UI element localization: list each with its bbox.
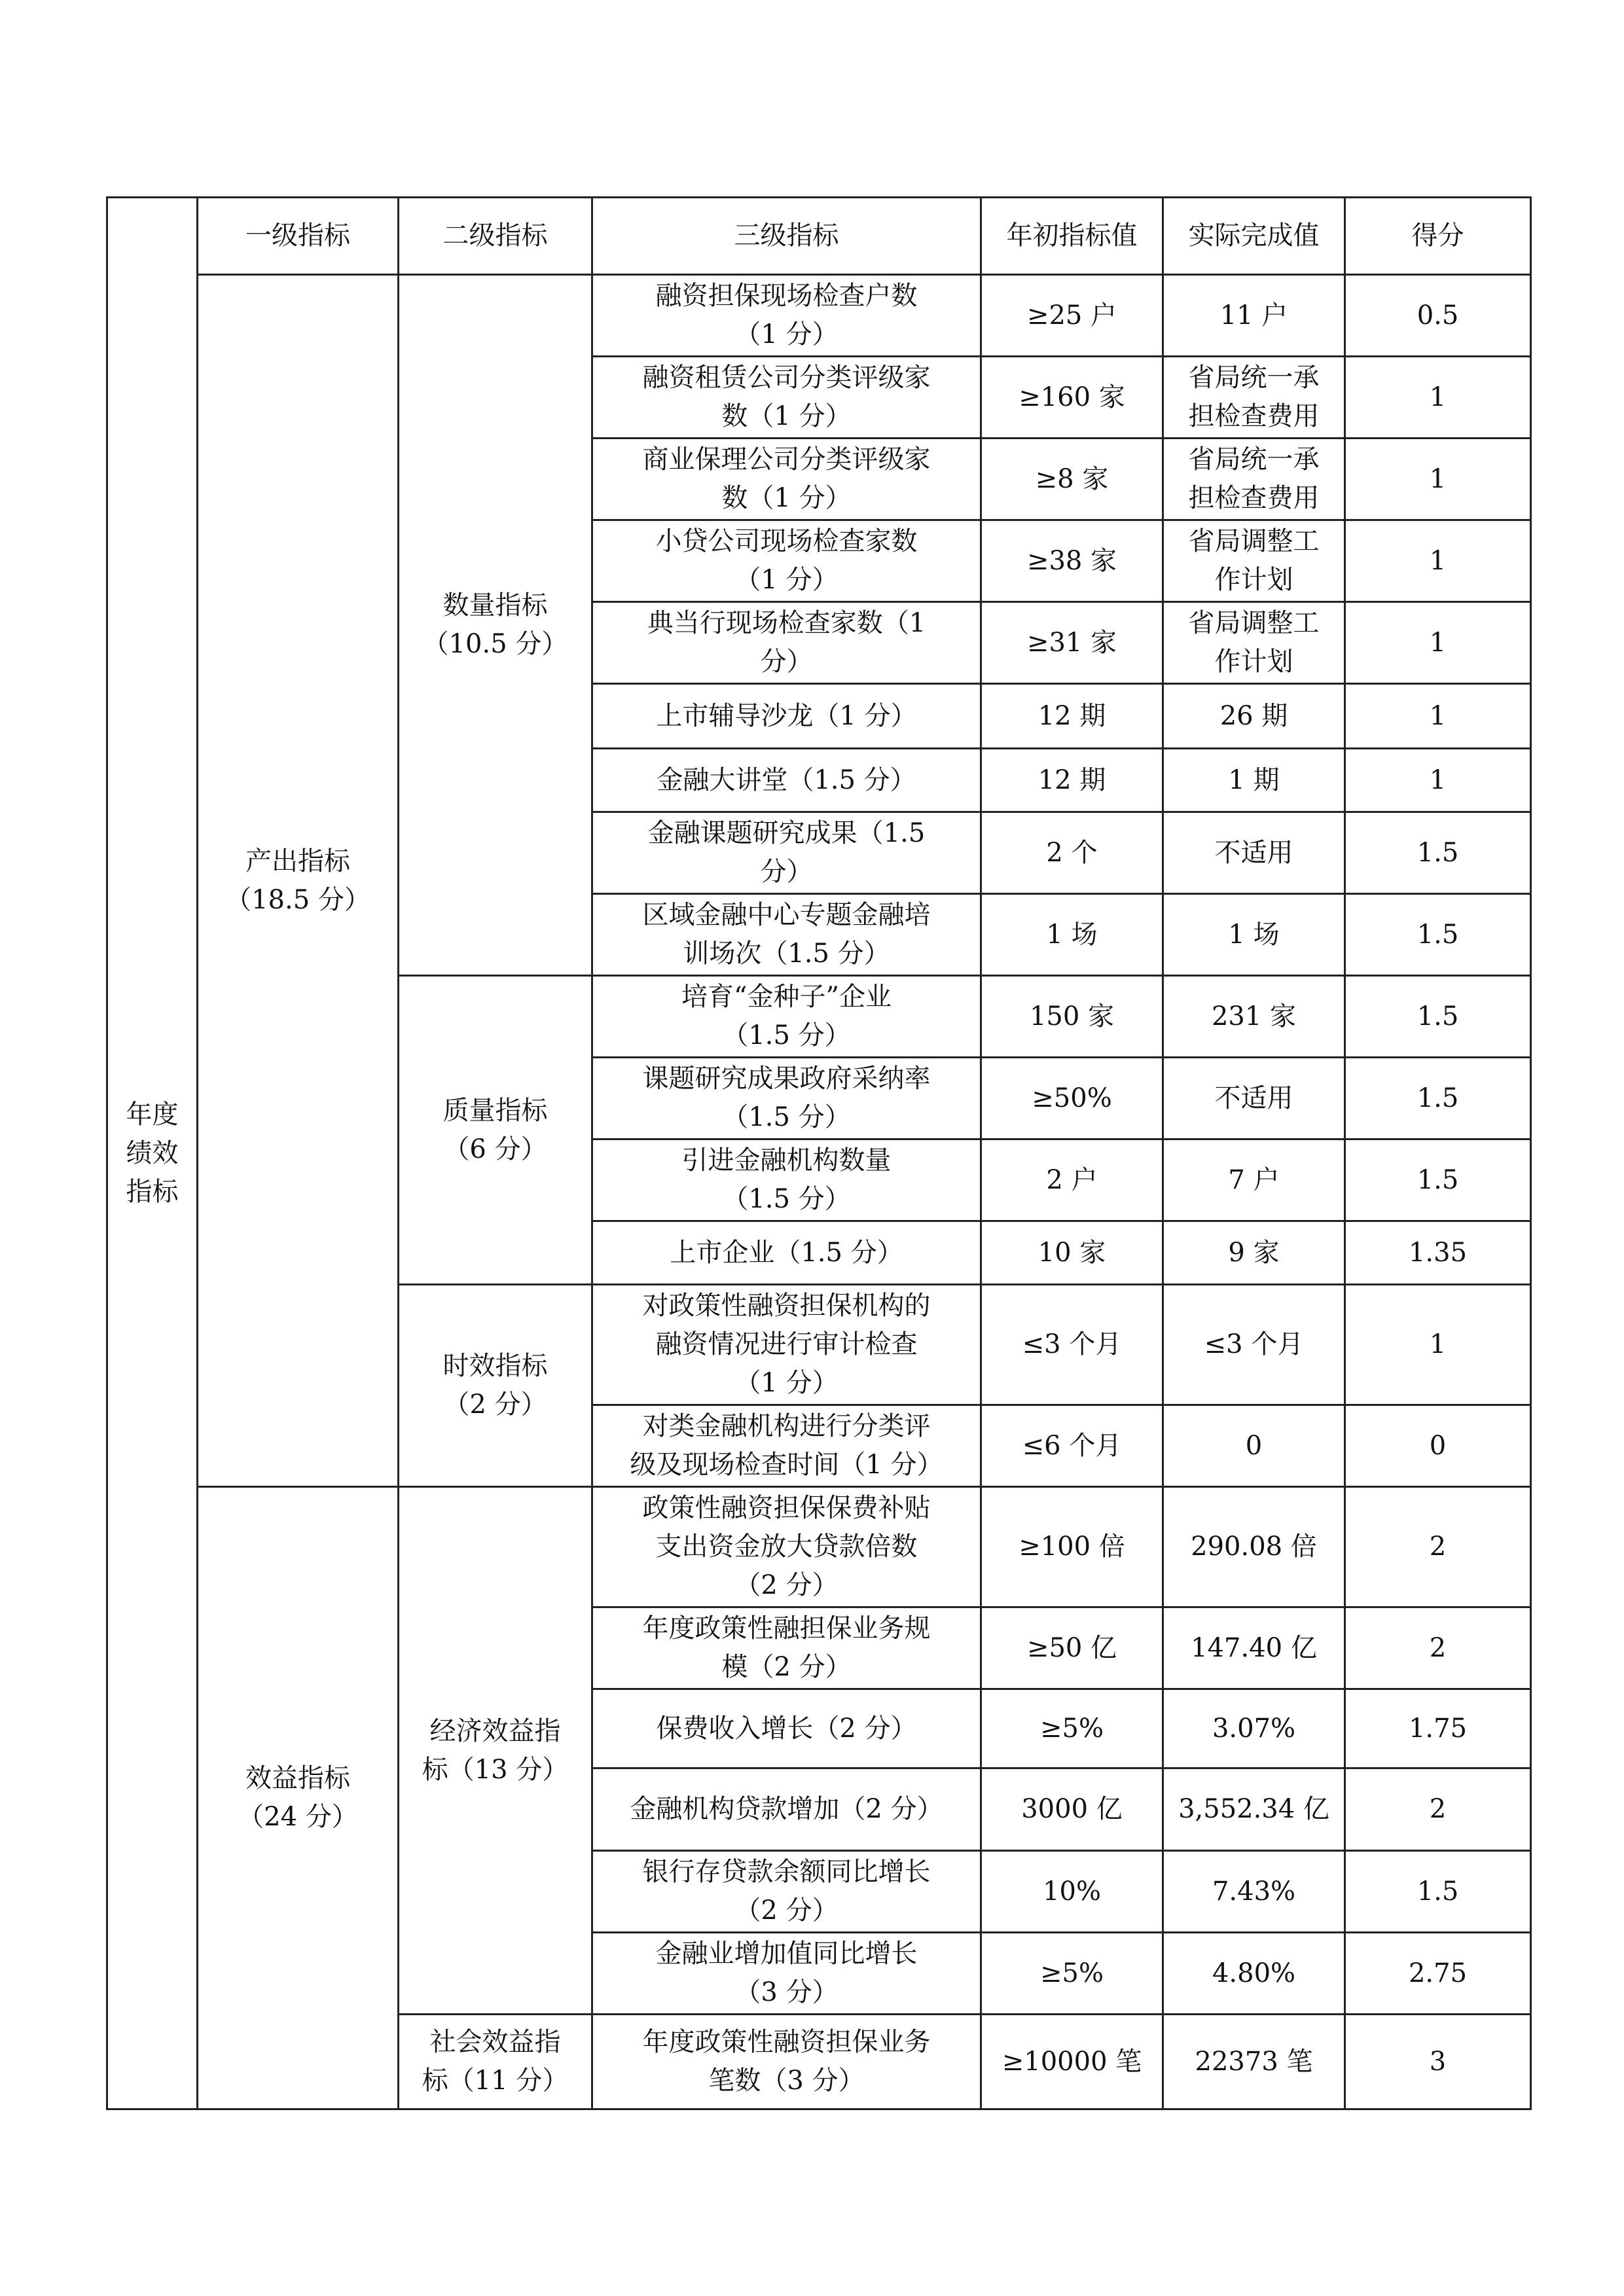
- target-value-cell: ≥5%: [981, 1933, 1163, 2015]
- actual-value-cell: 7.43%: [1163, 1851, 1345, 1933]
- actual-value-cell: 26 期: [1163, 684, 1345, 749]
- level1-indicator-cell: 产出指标 （18.5 分）: [198, 275, 399, 1487]
- level3-indicator-cell: 融资租赁公司分类评级家 数（1 分）: [592, 357, 981, 439]
- header-row: [107, 198, 1531, 275]
- actual-value-cell: 0: [1163, 1405, 1345, 1487]
- level3-indicator-cell: 上市企业（1.5 分）: [592, 1221, 981, 1285]
- level3-indicator-cell: 银行存贷款余额同比增长 （2 分）: [592, 1851, 981, 1933]
- header-level2: 二级指标: [399, 198, 592, 275]
- actual-value-cell: 22373 笔: [1163, 2015, 1345, 2109]
- target-value-cell: ≤6 个月: [981, 1405, 1163, 1487]
- level3-indicator-cell: 培育“金种子”企业 （1.5 分）: [592, 976, 981, 1058]
- header-score: 得分: [1345, 198, 1531, 275]
- level2-indicator-cell: 时效指标 （2 分）: [399, 1285, 592, 1487]
- target-value-cell: ≥160 家: [981, 357, 1163, 439]
- score-cell: 1.5: [1345, 1058, 1531, 1139]
- target-value-cell: ≥31 家: [981, 602, 1163, 684]
- actual-value-cell: 1 场: [1163, 894, 1345, 976]
- level3-indicator-cell: 融资担保现场检查户数 （1 分）: [592, 275, 981, 357]
- actual-value-cell: 不适用: [1163, 812, 1345, 894]
- level2-indicator-cell: 质量指标 （6 分）: [399, 976, 592, 1285]
- header-actual-value: 实际完成值: [1163, 198, 1345, 275]
- level2-indicator-cell: 社会效益指 标（11 分）: [399, 2015, 592, 2109]
- actual-value-cell: 不适用: [1163, 1058, 1345, 1139]
- target-value-cell: ≥8 家: [981, 439, 1163, 520]
- header-target-value: 年初指标值: [981, 198, 1163, 275]
- indicator-row: [107, 275, 1531, 357]
- level3-indicator-cell: 典当行现场检查家数（1 分）: [592, 602, 981, 684]
- annual-performance-indicator-label: 年度 绩效 指标: [107, 198, 198, 2109]
- score-cell: 1.5: [1345, 1851, 1531, 1933]
- actual-value-cell: 4.80%: [1163, 1933, 1345, 2015]
- score-cell: 1.5: [1345, 812, 1531, 894]
- performance-indicator-table: [106, 196, 1532, 2110]
- score-cell: 2: [1345, 1607, 1531, 1689]
- target-value-cell: ≥25 户: [981, 275, 1163, 357]
- level3-indicator-cell: 上市辅导沙龙（1 分）: [592, 684, 981, 749]
- actual-value-cell: 9 家: [1163, 1221, 1345, 1285]
- actual-value-cell: 11 户: [1163, 275, 1345, 357]
- score-cell: 1: [1345, 749, 1531, 812]
- score-cell: 3: [1345, 2015, 1531, 2109]
- score-cell: 2: [1345, 1487, 1531, 1607]
- header-level1: 一级指标: [198, 198, 399, 275]
- actual-value-cell: 省局调整工 作计划: [1163, 602, 1345, 684]
- level3-indicator-cell: 商业保理公司分类评级家 数（1 分）: [592, 439, 981, 520]
- level3-indicator-cell: 金融机构贷款增加（2 分）: [592, 1768, 981, 1851]
- score-cell: 1: [1345, 1285, 1531, 1405]
- score-cell: 1.35: [1345, 1221, 1531, 1285]
- actual-value-cell: 3,552.34 亿: [1163, 1768, 1345, 1851]
- score-cell: 2.75: [1345, 1933, 1531, 2015]
- level3-indicator-cell: 小贷公司现场检查家数 （1 分）: [592, 520, 981, 602]
- target-value-cell: 1 场: [981, 894, 1163, 976]
- score-cell: 0: [1345, 1405, 1531, 1487]
- actual-value-cell: 1 期: [1163, 749, 1345, 812]
- score-cell: 1: [1345, 439, 1531, 520]
- target-value-cell: ≥50%: [981, 1058, 1163, 1139]
- actual-value-cell: 3.07%: [1163, 1689, 1345, 1768]
- actual-value-cell: 省局调整工 作计划: [1163, 520, 1345, 602]
- score-cell: 1: [1345, 357, 1531, 439]
- level3-indicator-cell: 对政策性融资担保机构的 融资情况进行审计检查 （1 分）: [592, 1285, 981, 1405]
- actual-value-cell: 7 户: [1163, 1139, 1345, 1221]
- score-cell: 1: [1345, 684, 1531, 749]
- score-cell: 1.75: [1345, 1689, 1531, 1768]
- indicator-row: [107, 1487, 1531, 1607]
- level3-indicator-cell: 金融大讲堂（1.5 分）: [592, 749, 981, 812]
- actual-value-cell: 147.40 亿: [1163, 1607, 1345, 1689]
- actual-value-cell: 省局统一承 担检查费用: [1163, 357, 1345, 439]
- score-cell: 0.5: [1345, 275, 1531, 357]
- target-value-cell: 12 期: [981, 684, 1163, 749]
- score-cell: 2: [1345, 1768, 1531, 1851]
- score-cell: 1.5: [1345, 894, 1531, 976]
- target-value-cell: 10%: [981, 1851, 1163, 1933]
- level3-indicator-cell: 对类金融机构进行分类评 级及现场检查时间（1 分）: [592, 1405, 981, 1487]
- actual-value-cell: 290.08 倍: [1163, 1487, 1345, 1607]
- header-level3: 三级指标: [592, 198, 981, 275]
- target-value-cell: ≥100 倍: [981, 1487, 1163, 1607]
- actual-value-cell: 省局统一承 担检查费用: [1163, 439, 1345, 520]
- target-value-cell: 2 个: [981, 812, 1163, 894]
- actual-value-cell: ≤3 个月: [1163, 1285, 1345, 1405]
- target-value-cell: 150 家: [981, 976, 1163, 1058]
- level3-indicator-cell: 金融业增加值同比增长 （3 分）: [592, 1933, 981, 2015]
- target-value-cell: 3000 亿: [981, 1768, 1163, 1851]
- level2-indicator-cell: 数量指标 （10.5 分）: [399, 275, 592, 976]
- level3-indicator-cell: 年度政策性融担保业务规 模（2 分）: [592, 1607, 981, 1689]
- level3-indicator-cell: 政策性融资担保保费补贴 支出资金放大贷款倍数 （2 分）: [592, 1487, 981, 1607]
- target-value-cell: 2 户: [981, 1139, 1163, 1221]
- target-value-cell: ≥10000 笔: [981, 2015, 1163, 2109]
- level3-indicator-cell: 年度政策性融资担保业务 笔数（3 分）: [592, 2015, 981, 2109]
- level3-indicator-cell: 引进金融机构数量 （1.5 分）: [592, 1139, 981, 1221]
- target-value-cell: 12 期: [981, 749, 1163, 812]
- level3-indicator-cell: 课题研究成果政府采纳率 （1.5 分）: [592, 1058, 981, 1139]
- score-cell: 1: [1345, 520, 1531, 602]
- level2-indicator-cell: 经济效益指 标（13 分）: [399, 1487, 592, 2015]
- score-cell: 1.5: [1345, 976, 1531, 1058]
- score-cell: 1.5: [1345, 1139, 1531, 1221]
- level1-indicator-cell: 效益指标 （24 分）: [198, 1487, 399, 2109]
- target-value-cell: 10 家: [981, 1221, 1163, 1285]
- level3-indicator-cell: 区域金融中心专题金融培 训场次（1.5 分）: [592, 894, 981, 976]
- level3-indicator-cell: 金融课题研究成果（1.5 分）: [592, 812, 981, 894]
- score-cell: 1: [1345, 602, 1531, 684]
- target-value-cell: ≤3 个月: [981, 1285, 1163, 1405]
- target-value-cell: ≥50 亿: [981, 1607, 1163, 1689]
- target-value-cell: ≥38 家: [981, 520, 1163, 602]
- target-value-cell: ≥5%: [981, 1689, 1163, 1768]
- level3-indicator-cell: 保费收入增长（2 分）: [592, 1689, 981, 1768]
- actual-value-cell: 231 家: [1163, 976, 1345, 1058]
